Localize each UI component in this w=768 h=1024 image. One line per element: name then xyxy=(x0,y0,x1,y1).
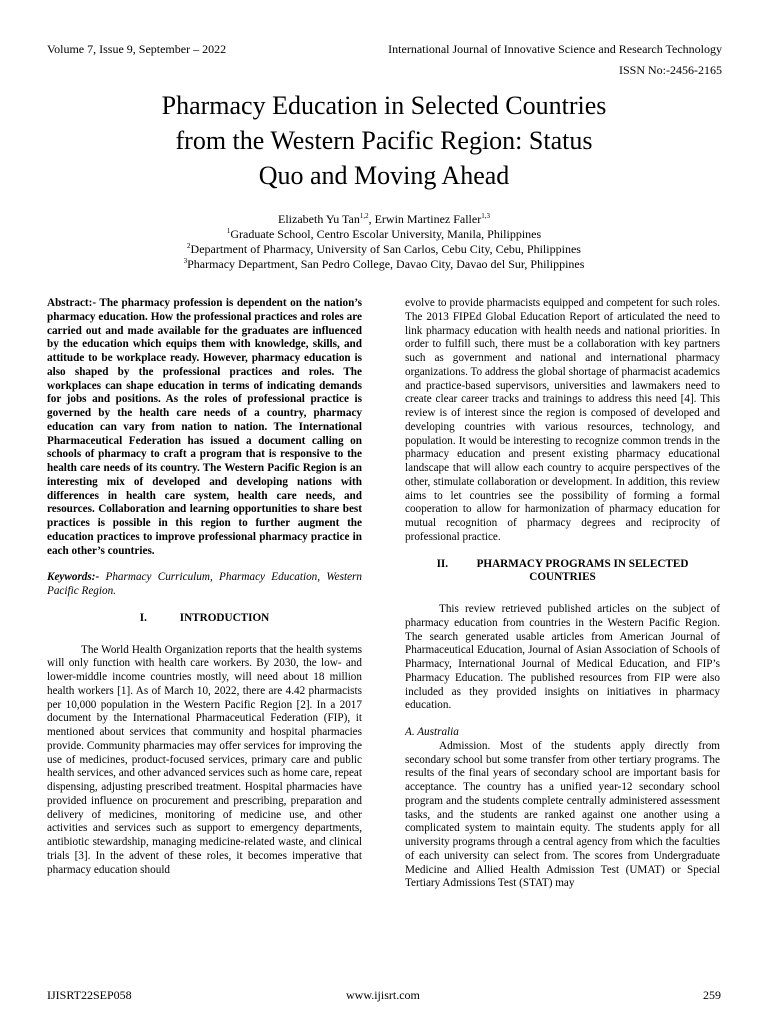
footer-paper-id: IJISRT22SEP058 xyxy=(47,988,132,1002)
section-1-number: I. xyxy=(139,611,147,624)
keywords-text: Pharmacy Curriculum, Pharmacy Education, Western Pacific Region. xyxy=(47,571,362,597)
section-2-title-line-1: PHARMACY PROGRAMS IN SELECTED xyxy=(476,557,689,570)
footer-website[interactable]: www.ijisrt.com xyxy=(346,988,420,1002)
section-2-heading xyxy=(405,558,720,586)
keywords xyxy=(47,571,362,599)
header-issn: ISSN No:-2456-2165 xyxy=(618,63,722,77)
title-line-3: Quo and Moving Ahead xyxy=(258,161,510,190)
author-line xyxy=(60,212,708,227)
affiliation-3: $^3$Pharmacy Department, San Pedro College, Davao City, Davao del Sur, Philippines xyxy=(183,257,585,271)
section-1-title: INTRODUCTION xyxy=(179,611,270,624)
affiliation-2: $^2$Department of Pharmacy, University of San Carlos, Cebu City, Cebu, Philippines xyxy=(187,242,581,256)
section-2-title-line-2: COUNTRIES xyxy=(529,571,596,584)
header-journal: International Journal of Innovative Science and Research Technology xyxy=(388,42,722,56)
affiliation-1: $^1$Graduate School, Centro Escolar University, Manila, Philippines xyxy=(226,227,542,241)
left-column xyxy=(47,297,362,877)
section-2-number: II. xyxy=(436,557,449,570)
title-line-1: Pharmacy Education in Selected Countries xyxy=(161,91,607,120)
author-1-affiliation: 1,2 xyxy=(359,212,369,220)
header-volume: Volume 7, Issue 9, September – 2022 xyxy=(47,42,227,56)
author-name-1: Elizabeth Yu Tan xyxy=(278,212,360,226)
subsection-a-paragraph: Admission. Most of the students apply directly from secondary school but some transfer from other tertiary programs. The results of the final years of secondary school are important basis for acceptance. The country has a unified year-12 secondary school program and the students complete centrally administered assessment tasks, and the students are ranked against one another using a complicated system to maintain equity. The students apply for all university programs through a central agency from which the faculties of each university can select from. The scores from Undergraduate Medicine and Allied Health Admission Test (UMAT) or Special Tertiary Admissions Test (STAT) may xyxy=(405,739,720,890)
section-1-heading xyxy=(47,612,362,626)
introduction-continued: evolve to provide pharmacists equipped and competent for such roles. The 2013 FIPEd Global Education Report of articulated the need to link pharmacy education with health needs and national priorities. In order to fulfill such, there must be a collaboration with key partners such as government and national and international pharmacy organizations. To address the global shortage of pharmacist academics and practice-based supervisors, universities and lawmakers need to create clear career tracks and trainings to address this need [4]. This review is of interest since the region is composed of developed and developing countries with various resources, technology, and population. It would be interesting to recognize common trends in the pharmacy education and present existing pharmacy educational landscape that will allow each country to acquire perspectives of the other, stimulate collaboration or development. In addition, this review aims to let countries see the possibility of forming a formal cooperation to allow for harmonization of pharmacy education for mutual recognition of pharmacy degrees and reciprocity of professional practice. xyxy=(405,297,720,543)
section-2-paragraph: This review retrieved published articles on the subject of pharmacy education from countries in the Western Pacific Region. The search generated usable articles from American Journal of Pharmaceutical Education, Journal of Asian Association of Schools of Pharmacy, International Journal of Medical Education, and FIP’s Pharmacy Education. The published resources from FIP were also included as they provided insights on initiatives in pharmacy education. xyxy=(405,603,720,712)
keywords-label: Keywords:- xyxy=(47,571,100,584)
author-name-2: , Erwin Martinez Faller xyxy=(368,212,482,226)
title-line-2: from the Western Pacific Region: Status xyxy=(175,126,593,155)
footer-page-number: 259 xyxy=(703,988,721,1002)
abstract: Abstract:- The pharmacy profession is dependent on the nation’s pharmacy education. How the professional practices and roles are carried out and made available for the graduates are influenced by the education which equips them with knowledge, skills, and attitude to be workplace ready. However, pharmacy education is also shaped by the professional practices and roles. The workplaces can shape education in terms of indicating demands for jobs and positions. As the roles of professional practice is governed by the health care needs of a country, pharmacy education can vary from nation to nation. The International Pharmaceutical Federation has issued a document calling on schools of pharmacy to craft a program that is responsive to the health care needs of its country. The Western Pacific Region is an interesting mix of developed and developing nations with differences in health care system, health care needs, and resources. Collaboration and learning opportunities to share best practices is possible in this region to further augment the education practices to improve professional pharmacy practice in each other’s countries. xyxy=(47,297,362,557)
right-column xyxy=(405,297,720,891)
subsection-a-heading: A. Australia xyxy=(405,726,459,738)
paper-title xyxy=(60,88,708,193)
introduction-paragraph: The World Health Organization reports that the health systems will only function with health care workers. By 2030, the low- and lower-middle income countries mostly, will need about 18 million health workers [1]. As of March 10, 2022, there are 4.42 pharmacists per 10,000 population in the Western Pacific Region [2]. In a 2017 document by the International Pharmaceutical Federation (FIP), it mentioned about services that community and hospital pharmacies provide. Community pharmacies may offer services for improving the use of medicines, product-focused services, primary care and public health services, and other advanced services such as home care, repeat dispensing, adjusting prescribed treatment. Hospital pharmacies have provided influence on procurement and prescribing, preparation and delivery of medicines, monitoring of medicine use, and other activities and services such as support to emergency departments, antibiotic stewardship, managing medicine-related waste, and clinical trials [3]. In the advent of these roles, it becomes imperative that pharmacy education should xyxy=(47,643,362,876)
author-2-affiliation: 1,3 xyxy=(481,212,490,220)
